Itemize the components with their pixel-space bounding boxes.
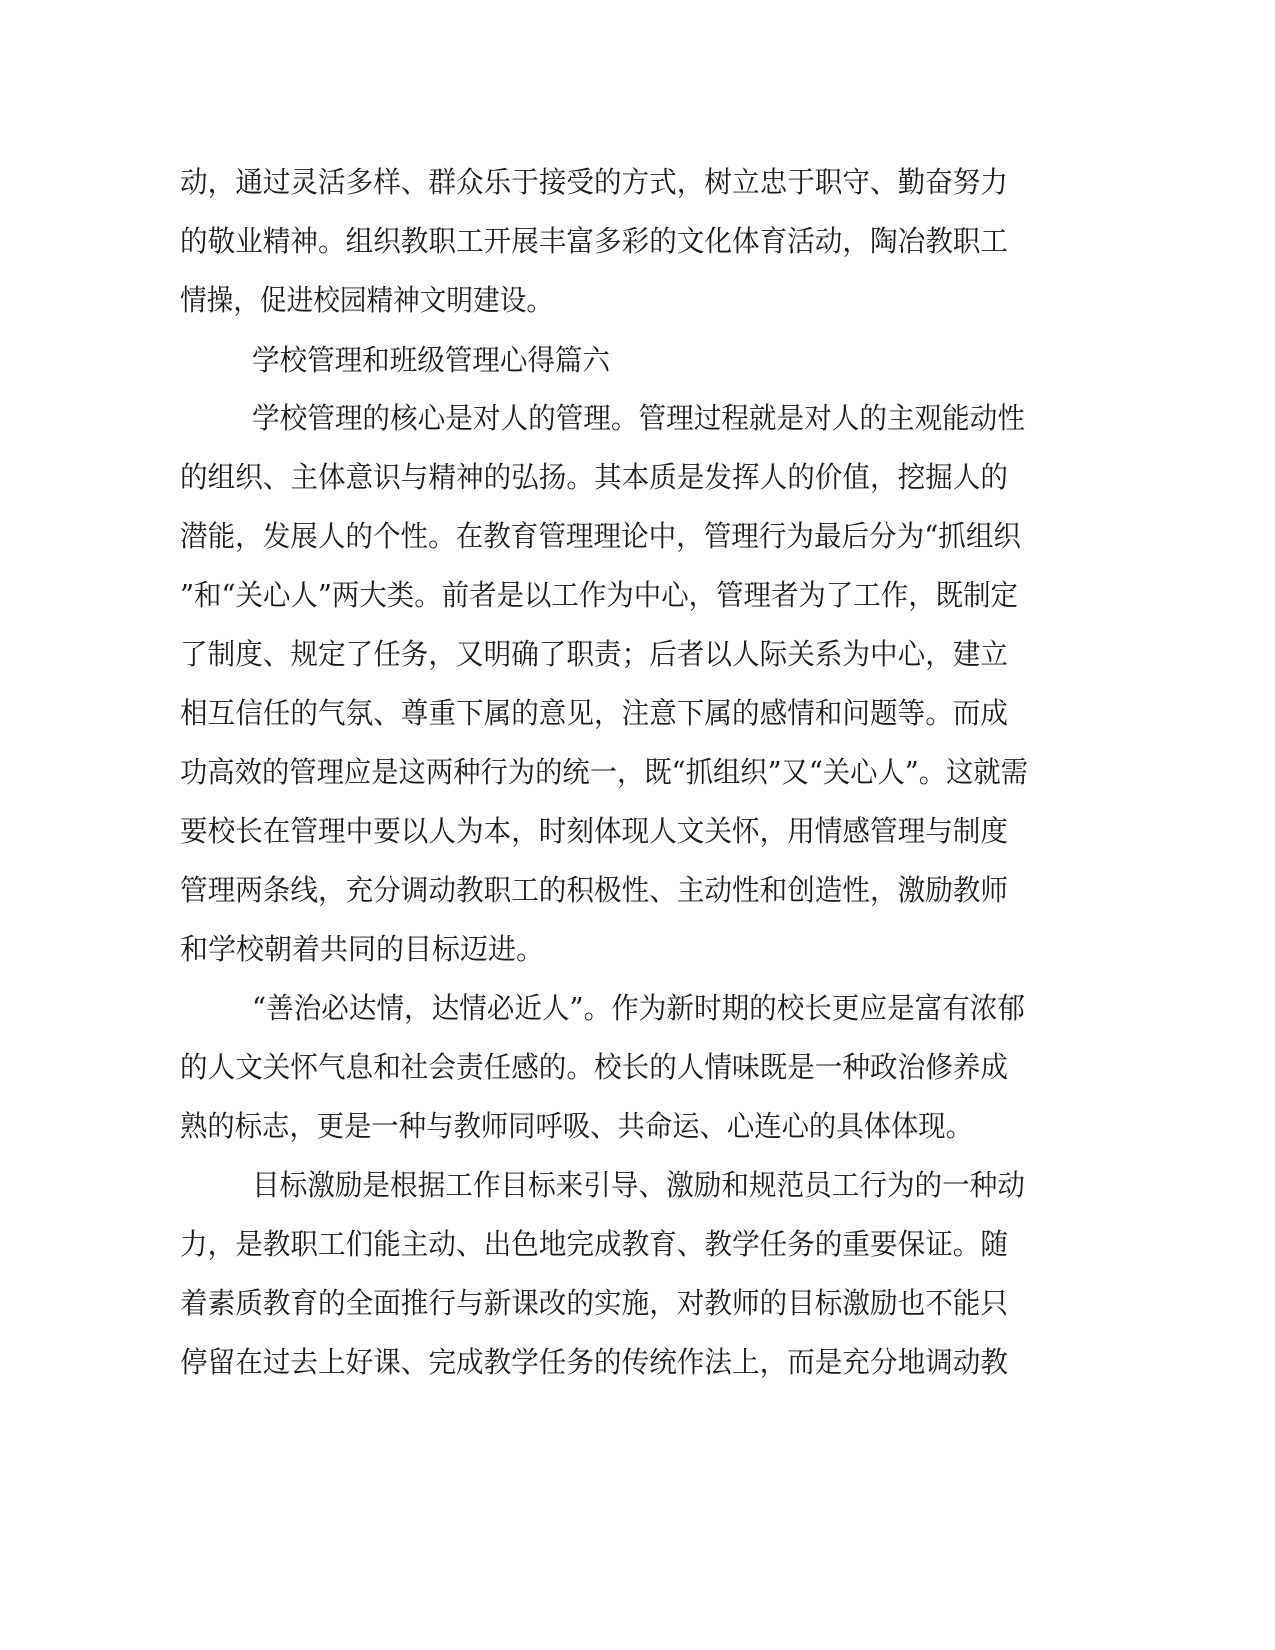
text-line: 相互信任的气氛、尊重下属的意见，注意下属的感情和问题等。而成: [180, 696, 1008, 730]
text-line: “善治必达情，达情必近人”。作为新时期的校长更应是富有浓郁: [252, 991, 1025, 1025]
text-line: 情操，促进校园精神文明建设。: [180, 283, 553, 317]
text-line: 潜能，发展人的个性。在教育管理理论中，管理行为最后分为“抓组织: [180, 519, 1021, 553]
text-line: 力，是教职工们能主动、出色地完成教育、教学任务的重要保证。随: [180, 1227, 1008, 1261]
text-line: 学校管理的核心是对人的管理。管理过程就是对人的主观能动性: [252, 401, 1025, 435]
text-line: 要校长在管理中要以人为本，时刻体现人文关怀，用情感管理与制度: [180, 814, 1008, 848]
text-line: 动，通过灵活多样、群众乐于接受的方式，树立忠于职守、勤奋努力: [180, 165, 1008, 199]
section-heading: 学校管理和班级管理心得篇六: [252, 343, 610, 377]
text-line: 的组织、主体意识与精神的弘扬。其本质是发挥人的价值，挖掘人的: [180, 460, 1008, 494]
text-line: 了制度、规定了任务，又明确了职责；后者以人际关系为中心，建立: [180, 637, 1008, 671]
text-line: 管理两条线，充分调动教职工的积极性、主动性和创造性，激励教师: [180, 873, 1008, 907]
text-line: 功高效的管理应是这两种行为的统一，既“抓组织”又“关心人”。这就需: [180, 755, 1028, 789]
text-line: 目标激励是根据工作目标来引导、激励和规范员工行为的一种动: [252, 1168, 1025, 1202]
text-line: 和学校朝着共同的目标迈进。: [180, 932, 544, 966]
text-line: 着素质教育的全面推行与新课改的实施，对教师的目标激励也不能只: [180, 1286, 1008, 1320]
text-line: 停留在过去上好课、完成教学任务的传统作法上，而是充分地调动教: [180, 1345, 1008, 1379]
text-line: 的人文关怀气息和社会责任感的。校长的人情味既是一种政治修养成: [180, 1050, 1008, 1084]
text-line: 熟的标志，更是一种与教师同呼吸、共命运、心连心的具体体现。: [180, 1109, 973, 1143]
text-line: 的敬业精神。组织教职工开展丰富多彩的文化体育活动，陶冶教职工: [180, 224, 1008, 258]
text-line: ”和“关心人”两大类。前者是以工作为中心，管理者为了工作，既制定: [180, 578, 1018, 612]
